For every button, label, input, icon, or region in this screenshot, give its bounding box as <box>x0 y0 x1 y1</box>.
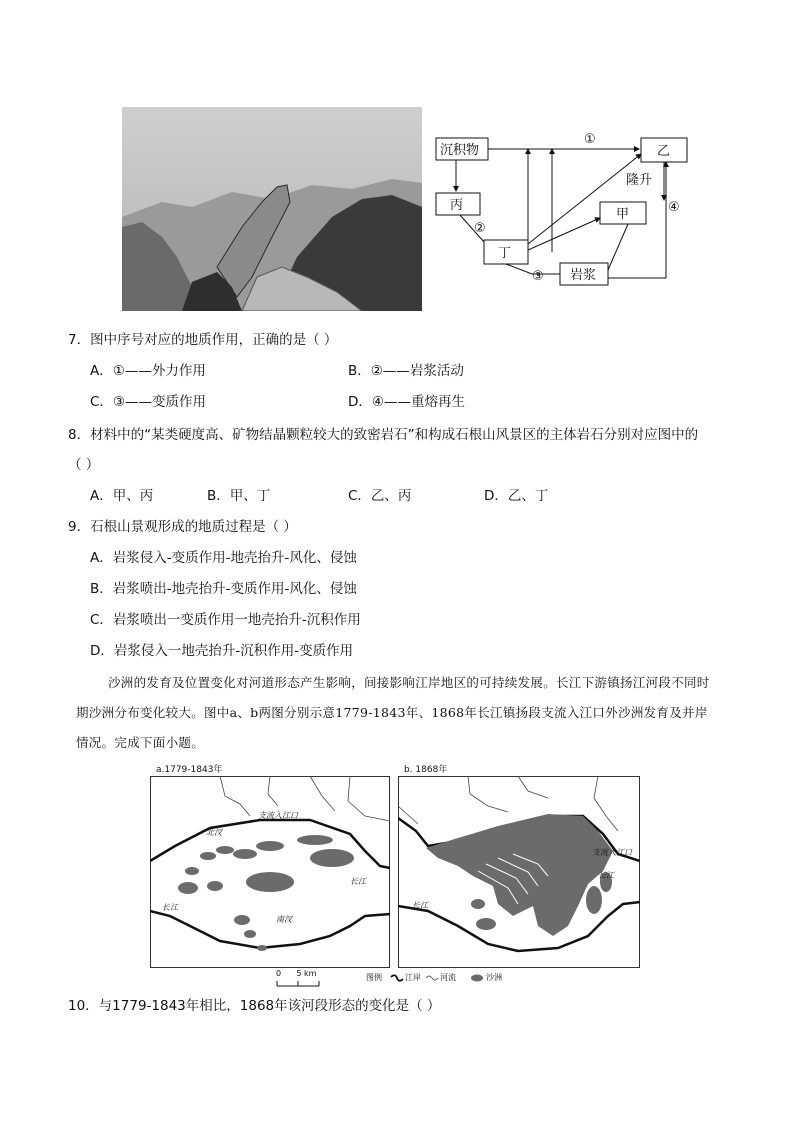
legend-bar: 沙洲 <box>486 973 502 982</box>
cycle-uplift-label: 隆升 <box>626 173 653 188</box>
cycle-yi-label: 乙 <box>657 144 671 159</box>
q9-option-b[interactable]: B．岩浆喷出-地壳抬升-变质作用-风化、侵蚀 <box>90 581 357 597</box>
map-b <box>398 762 640 968</box>
q8-stem-paren: （ ） <box>68 457 100 473</box>
map-legend <box>270 969 550 991</box>
map-a-river-right: 长江 <box>350 877 366 886</box>
cycle-bing-label: 丙 <box>450 198 464 213</box>
q9-option-a[interactable]: A．岩浆侵入-变质作用-地壳抬升-风化、侵蚀 <box>90 550 357 566</box>
map-a-title: a.1779-1843年 <box>156 765 223 775</box>
scale-text: 0 5 km <box>276 969 317 978</box>
map-a-river-left: 长江 <box>162 903 178 912</box>
q7-option-b[interactable]: B．②——岩浆活动 <box>348 363 464 379</box>
map-a <box>150 762 390 968</box>
q9-option-d[interactable]: D．岩浆侵入一地壳抬升-沉积作用-变质作用 <box>90 643 354 659</box>
cycle-num-3: ③ <box>532 269 544 284</box>
q7-option-d[interactable]: D．④——重熔再生 <box>348 394 465 410</box>
rock-landscape-photo <box>122 107 422 311</box>
cycle-num-1: ① <box>584 132 596 147</box>
map-b-shatou: 沙头夹江 <box>446 824 480 842</box>
bank-symbol-icon <box>390 973 404 983</box>
q7-option-a[interactable]: A．①——外力作用 <box>90 363 206 379</box>
map-b-title: b. 1868年 <box>404 765 448 775</box>
q10-stem: 10．与1779-1843年相比，1868年该河段形态的变化是（ ） <box>68 998 441 1014</box>
q9-option-c[interactable]: C．岩浆喷出一变质作用一地壳抬升-沉积作用 <box>90 612 361 628</box>
rock-cycle-diagram <box>432 130 692 290</box>
q7-option-c[interactable]: C．③——变质作用 <box>90 394 207 410</box>
cycle-magma-label: 岩浆 <box>570 268 597 283</box>
legend-bank: 江岸 <box>405 973 421 982</box>
q7-stem: 7．图中序号对应的地质作用，正确的是（ ） <box>68 332 338 348</box>
q8-option-b[interactable]: B．甲、丁 <box>207 488 271 504</box>
cycle-jia-label: 甲 <box>616 207 630 222</box>
q8-option-d[interactable]: D．乙、丁 <box>484 488 549 504</box>
q8-option-a[interactable]: A．甲、丙 <box>90 488 154 504</box>
map-a-mouth: 支流入江口 <box>258 811 298 820</box>
cycle-num-4: ④ <box>668 200 680 215</box>
q8-option-c[interactable]: C．乙、丙 <box>348 488 412 504</box>
map-a-south: 南汊 <box>276 915 292 924</box>
q8-stem: 8．材料中的“某类硬度高、矿物结晶颗粒较大的致密岩石”和构成石根山风景区的主体岩石分别对应图中的 <box>68 427 699 443</box>
q9-stem: 9．石根山景观形成的地质过程是（ ） <box>68 519 297 535</box>
cycle-num-2: ② <box>474 221 486 236</box>
cycle-ding-label: 丁 <box>498 246 512 261</box>
legend-label: 图例 <box>366 973 382 982</box>
legend-river: 河流 <box>440 973 456 982</box>
map-b-river-left: 长江 <box>412 901 428 910</box>
scale-bar <box>276 981 320 987</box>
map-b-river-right: 长江 <box>598 871 614 880</box>
reading-passage: 沙洲的发育及位置变化对河道形态产生影响，间接影响江岸地区的可持续发展。长江下游镇扬江河段不同时期沙洲分布变化较大。图中a、b两图分别示意1779-1843年、1868年长江镇扬段支流入江口外沙洲发育及并岸情况。完成下面小题。 <box>76 675 710 750</box>
river-symbol-icon <box>425 973 439 983</box>
map-a-north: 北汊 <box>206 828 222 837</box>
map-b-mouth: 支流入江口 <box>592 848 632 857</box>
cycle-sediment-label: 沉积物 <box>440 143 480 158</box>
sandbar-symbol-icon <box>470 973 484 983</box>
